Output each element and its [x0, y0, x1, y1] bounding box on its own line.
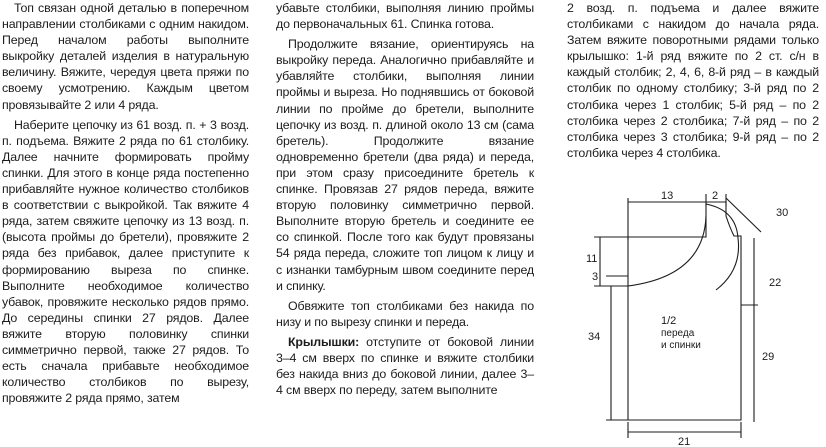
- dim-label-29: 29: [762, 351, 775, 363]
- column3-paragraph-1: 2 возд. п. подъема и далее вяжите столбиками с накидом до начала ряда. Затем вяжите поворотными рядами только крылышко: 1-й ряд вяжите по 2 ст. с/н в каждый столбик; 2, 4, 6, 8-й ряд – в каждый столбик по одному столбику; 3-й ряд по 2 столбика через 1 столбик; 5-й ряд – по 2 столбика через 2 столбика; 7-й ряд – по 2 столбика через 3 столбика; 9-й ряд – по 2 столбика через 4 столбика.: [567, 1, 819, 160]
- column2-paragraph-1: убавьте столбики, выполняя линию проймы до первоначальных 61. Спинка готова.: [276, 1, 534, 32]
- column1-paragraph-2: Наберите цепочку из 61 возд. п. + 3 возд. п. подъема. Вяжите 2 ряда по 61 столбику. Далее начните формировать пройму спинки. Для этого в конце ряда постепенно прибавляйте нужное количество столбиков в соответствии с выкройкой. Так вяжите 4 ряда, затем свяжите цепочку из 13 возд. п. (высота проймы до бретели), провяжите 2 ряда без прибавок, далее приступите к формированию выреза по спинке. Выполните необходимое количество убавок, провяжите несколько рядов прямо. До середины спинки 27 рядов. Далее вяжите вторую половинку спинки симметрично первой, также 27 рядов. То есть сначала прибавьте необходимое количество столбиков по вырезу, провяжите 2 ряда прямо, затем: [2, 117, 249, 406]
- column2-paragraph-2: Продолжите вязание, ориентируясь на выкройку переда. Аналогично прибавляйте и убавляйте столбики, выполняя линии проймы и выреза. Но поднявшись от боковой линии по пройме до бретели, выполните цепочку из возд. п. длиной около 13 см (сама бретель). Продолжите вязание одновременно бретели (два ряда) и переда, при этом сразу присоедините бретель к спинке. Провязав 27 рядов переда, вяжите вторую половинку симметрично первой. Выполните вторую бретель и соедините ее со спинкой. После того как будут провязаны 54 ряда переда, сложите топ лицом к лицу и с изнанки тамбурным швом соедините перед и спинку.: [276, 37, 534, 293]
- armhole-curve: [706, 204, 739, 290]
- column2-paragraph-4: [276, 334, 534, 398]
- piece-label-line2: и спинки: [661, 340, 701, 351]
- dimension-line-30: [726, 198, 761, 232]
- piece-label-line1: переда: [661, 328, 695, 339]
- column2-paragraph-3: Обвяжите топ столбиками без накида по низу и по вырезу спинки и переда.: [276, 298, 534, 329]
- piece-fraction: 1/2: [661, 315, 677, 327]
- dim-label-30: 30: [776, 207, 789, 219]
- text-column-3: [567, 0, 819, 165]
- pattern-diagram: [586, 190, 826, 447]
- wings-heading: Крылышки:: [288, 334, 360, 349]
- dim-label-21: 21: [678, 436, 691, 447]
- text-column-2: [276, 0, 534, 402]
- dim-label-11: 11: [586, 253, 598, 265]
- column1-paragraph-1: Топ связан одной деталью в поперечном направлении столбиками с одним накидом. Перед началом работы выполните выкройку деталей изделия в натуральную величину. Вяжите, чередуя цвета пряжи по своему усмотрению. Каждым цветом провязывайте 2 или 4 ряда.: [2, 1, 249, 112]
- pattern-outline: [628, 202, 741, 420]
- neckline-curve: [628, 216, 706, 286]
- text-column-1: [2, 0, 249, 410]
- wings-text: отступите от боковой линии 3–4 см вверх по спинке и вяжите столбики без накида вниз до боковой линии, далее 3–4 см вверх по переду, затем выполните: [276, 334, 534, 398]
- dim-label-2: 2: [712, 190, 719, 202]
- dim-label-22: 22: [769, 277, 782, 289]
- dim-label-13: 13: [661, 190, 674, 202]
- dim-label-34: 34: [588, 331, 601, 343]
- dim-label-3: 3: [592, 271, 599, 283]
